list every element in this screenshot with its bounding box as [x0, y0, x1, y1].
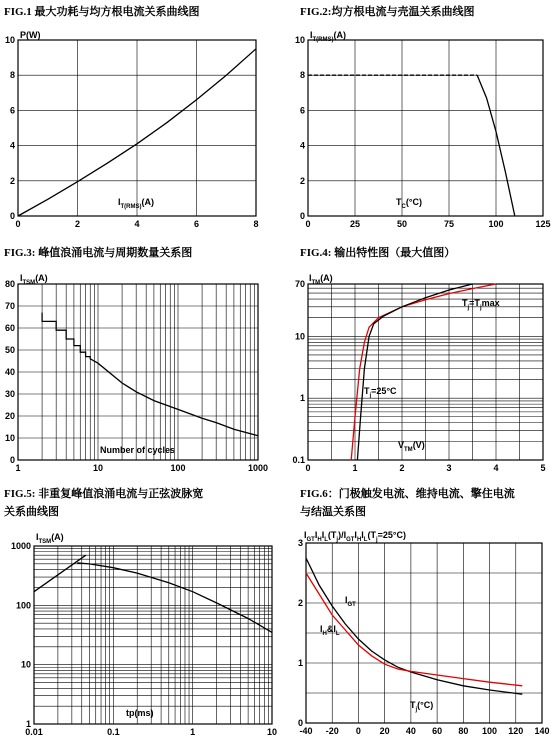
fig2-y-axis-label: $I_{T(RMS)}(A)$ [310, 30, 347, 43]
fig4-series-line-1 [357, 284, 472, 460]
fig6-x-tick-label: 0 [355, 726, 361, 736]
fig6-x-tick-label: 100 [482, 726, 498, 736]
fig6-x-tick-label: -20 [325, 726, 339, 736]
fig3-x-tick-label: 100 [170, 463, 186, 473]
fig1-x-tick-label: 2 [74, 219, 81, 229]
fig5-y-tick-label: 1000 [10, 541, 31, 551]
fig1-x-tick-label: 6 [193, 219, 200, 229]
fig3-x-tick-label: 10 [92, 463, 104, 473]
fig4-caption: FIG.4: 输出特性图（最大值图） [300, 247, 456, 259]
fig3-y-tick-label: 80 [4, 279, 15, 289]
fig1-x-axis-label: $I_{T(RMS)}(A)$ [118, 197, 155, 210]
fig1-y-axis-label: P(W) [20, 30, 41, 40]
fig3-x-tick-label: 1 [15, 463, 21, 473]
fig2-caption: FIG.2:均方根电流与壳温关系曲线图 [300, 6, 475, 18]
fig1-y-tick-label: 6 [9, 105, 15, 116]
fig4-x-tick-label: 2 [399, 463, 405, 473]
fig2-y-tick-label: 0 [299, 211, 305, 221]
fig4-x-tick-label: 3 [446, 463, 452, 473]
fig3-x-axis-label: Number of cycles [100, 445, 176, 455]
fig4-y-axis-label: $I_{TM}(A)$ [309, 273, 333, 286]
fig4-x-axis-label: $V_{TM}(V)$ [398, 440, 425, 453]
fig1-x-tick-label: 0 [15, 219, 21, 229]
fig5-series-line-0 [34, 555, 86, 592]
fig1-x-tick-label: 8 [253, 219, 259, 229]
fig2-x-tick-label: 125 [535, 219, 551, 229]
fig5-caption-line2: 关系曲线图 [4, 506, 59, 518]
fig6-annotation-ih-il: $I_H\&I_L$ [320, 624, 340, 637]
fig4-x-tick-label: 0 [305, 463, 311, 473]
fig2-y-tick-label: 2 [299, 175, 305, 186]
fig3-x-tick-label: 1000 [247, 463, 269, 473]
fig6-x-tick-label: 40 [405, 726, 416, 736]
fig2-y-tick-label: 6 [299, 105, 305, 116]
fig5-plot-frame [34, 546, 272, 724]
fig5-caption-line1: FIG.5: 非重复峰值浪涌电流与正弦波脉宽 [4, 488, 204, 500]
fig2-x-axis-label: $T_C(^\circ C)$ [396, 197, 422, 210]
fig3-y-tick-label: 50 [4, 345, 15, 355]
fig4-y-tick-label: 10 [294, 331, 305, 342]
fig6-x-tick-label: 20 [379, 726, 390, 736]
fig4-x-tick-label: 5 [540, 463, 546, 473]
fig6-annotation-igt: $I_{GT}$ [345, 595, 356, 608]
fig5-x-axis-label: tp(ms) [126, 708, 154, 718]
fig4-x-tick-label: 1 [352, 463, 358, 473]
fig6-x-tick-label: 60 [432, 726, 443, 736]
fig3-y-tick-label: 70 [4, 301, 15, 311]
fig4-series-line-0 [351, 284, 496, 460]
fig2-chart [295, 35, 551, 229]
fig6-caption-line2: 与结温关系图 [300, 506, 366, 518]
fig1-y-tick-label: 2 [9, 175, 15, 186]
fig4-y-tick-label: 70 [294, 279, 305, 289]
fig2-x-tick-label: 25 [349, 219, 361, 229]
fig1-y-tick-label: 8 [9, 70, 15, 81]
fig5-y-tick-label: 1 [25, 719, 31, 729]
fig5-y-tick-label: 10 [20, 659, 31, 670]
fig5-series-line-1 [77, 563, 272, 633]
fig3-y-tick-label: 40 [4, 367, 15, 377]
fig1-x-tick-label: 4 [134, 219, 140, 229]
fig3-y-tick-label: 30 [4, 389, 15, 399]
fig3-series-line-0 [42, 313, 258, 436]
fig2-plot-frame [308, 40, 543, 216]
fig2-y-tick-label: 10 [294, 35, 305, 45]
fig3-y-tick-label: 0 [9, 455, 15, 465]
fig6-y-axis-label: $I_{GT}I_HI_L(T_j)/I_{GT}I_HI_L(T_j=25^\circ C)$ [304, 530, 407, 543]
fig3-y-axis-label: $I_{TSM}(A)$ [20, 273, 48, 286]
fig5-x-tick-label: 10 [266, 727, 278, 737]
fig1-chart [5, 35, 259, 229]
fig6-x-tick-label: -40 [299, 726, 313, 736]
fig3-y-tick-label: 20 [4, 411, 15, 421]
fig6-caption-line1: FIG.6：门极触发电流、维持电流、擎住电流 [300, 488, 515, 500]
fig6-x-tick-label: 120 [508, 726, 524, 736]
fig6-x-tick-label: 140 [534, 726, 550, 736]
fig2-x-tick-label: 100 [488, 219, 504, 229]
fig1-y-tick-label: 4 [9, 140, 15, 151]
fig5-x-tick-label: 0.01 [25, 727, 43, 737]
fig1-y-tick-label: 0 [9, 211, 15, 221]
fig3-caption: FIG.3: 峰值浪涌电流与周期数量关系图 [4, 247, 193, 259]
fig6-x-axis-label: $T_j(^\circ C)$ [410, 700, 434, 713]
fig2-x-tick-label: 75 [443, 219, 455, 229]
fig1-caption: FIG.1 最大功耗与均方根电流关系曲线图 [4, 6, 200, 18]
fig5-x-tick-label: 1 [190, 727, 196, 737]
fig2-y-tick-label: 8 [299, 70, 305, 81]
fig4-y-tick-label: 0.1 [292, 455, 305, 465]
fig6-y-tick-label: 0 [297, 718, 303, 728]
fig6-y-tick-label: 2 [297, 598, 303, 608]
fig6-x-tick-label: 80 [458, 726, 469, 736]
fig2-y-tick-label: 4 [299, 140, 305, 151]
fig3-y-tick-label: 60 [4, 323, 15, 333]
fig2-x-tick-label: 50 [396, 219, 408, 229]
fig5-x-tick-label: 0.1 [107, 727, 120, 737]
fig3-y-tick-label: 10 [4, 433, 15, 443]
fig4-annotation-tj25: $T_j=25^\circ C$ [364, 386, 397, 399]
fig4-x-tick-label: 4 [493, 463, 499, 473]
fig6-y-tick-label: 1 [297, 658, 303, 668]
fig4-annotation-tjmax: $T_j=T_j\max$ [462, 298, 500, 311]
fig3-chart [5, 279, 268, 473]
fig5-y-tick-label: 100 [15, 600, 31, 611]
fig6-y-tick-label: 3 [297, 538, 303, 548]
fig1-y-tick-label: 10 [4, 35, 15, 45]
fig4-y-tick-label: 1 [299, 393, 305, 404]
fig5-y-axis-label: $I_{TSM}(A)$ [36, 532, 64, 545]
fig2-x-tick-label: 0 [305, 219, 311, 229]
